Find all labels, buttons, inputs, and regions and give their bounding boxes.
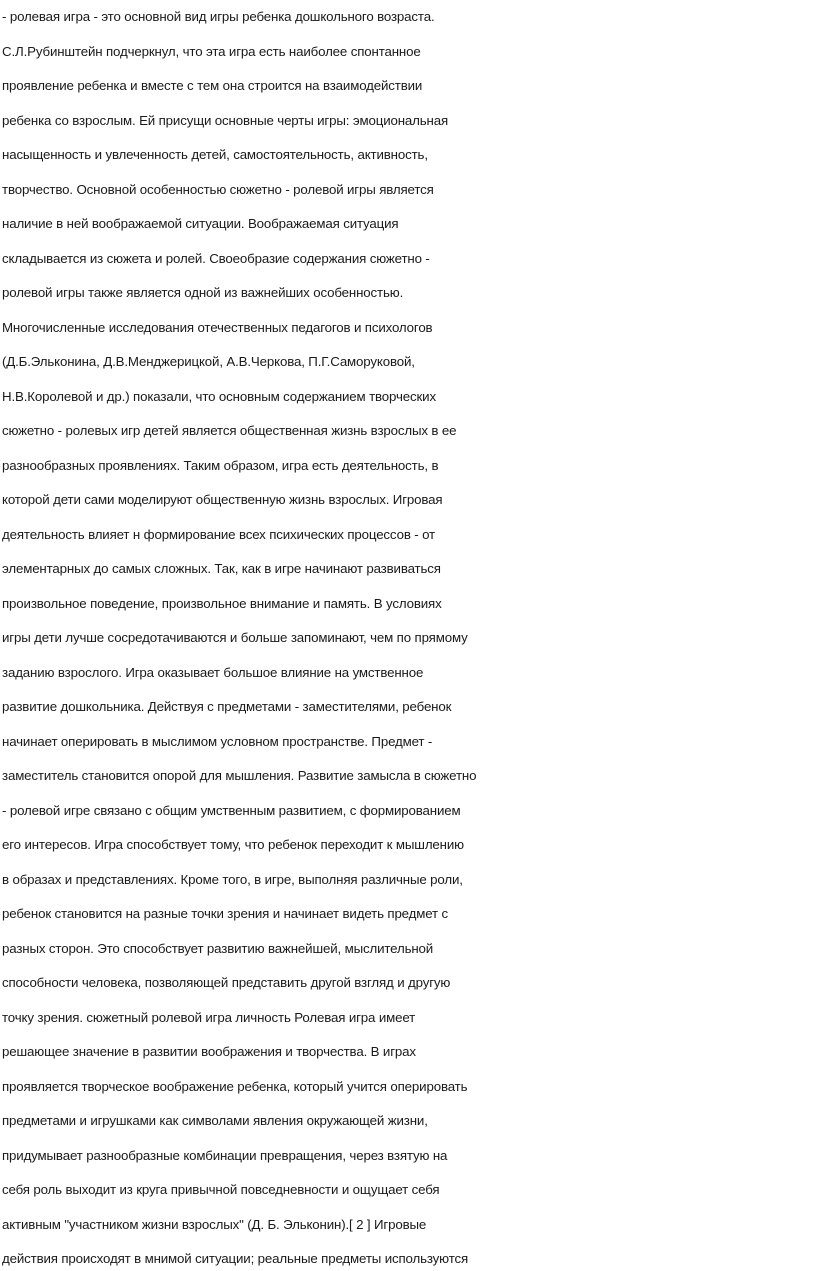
text-line: Н.В.Королевой и др.) показали, что основным содержанием творческих [2,388,436,404]
text-line: которой дети сами моделируют общественную жизнь взрослых. Игровая [2,492,443,507]
text-line: развитие дошкольника. Действуя с предметами - заместителями, ребенок [2,699,452,714]
text-line: сюжетно - ролевых игр детей является общественная жизнь взрослых в ее [2,423,457,438]
text-line: ребенка со взрослым. Ей присущи основные черты игры: эмоциональная [2,112,449,128]
text-line: разнообразных проявлениях. Таким образом, игра есть деятельность, в [2,457,439,473]
text-line: С.Л.Рубинштейн подчеркнул, что эта игра есть наиболее спонтанное [2,43,421,59]
text-line: ролевой игры также является одной из важнейших особенностью. [2,285,404,300]
text-line: творчество. Основной особенностью сюжетно - ролевой игры является [2,181,434,197]
text-line: решающее значение в развитии воображения и творчества. В играх [2,1044,416,1059]
text-line: заместитель становится опорой для мышления. Развитие замысла в сюжетно [2,768,477,783]
text-line: игры дети лучше сосредотачиваются и больше запоминают, чем по прямому [2,630,468,645]
text-line: заданию взрослого. Игра оказывает большое влияние на умственное [2,664,424,680]
text-line: в образах и представлениях. Кроме того, в игре, выполняя различные роли, [2,871,463,887]
text-line: разных сторон. Это способствует развитию важнейшей, мыслительной [2,940,434,956]
text-line: - ролевая игра - это основной вид игры ребенка дошкольного возраста. [2,9,435,24]
text-line: проявление ребенка и вместе с тем она строится на взаимодействии [2,78,423,93]
text-line: его интересов. Игра способствует тому, что ребенок переходит к мышлению [2,837,464,852]
text-line: действия происходят в мнимой ситуации; реальные предметы используются [2,1251,469,1266]
text-line: ребенок становится на разные точки зрения и начинает видеть предмет с [2,906,449,921]
text-line: (Д.Б.Эльконина, Д.В.Менджерицкой, А.В.Черкова, П.Г.Саморуковой, [2,354,415,369]
text-line: насыщенность и увлеченность детей, самостоятельность, активность, [2,147,428,162]
text-line: наличие в ней воображаемой ситуации. Воображаемая ситуация [2,216,399,231]
text-line: элементарных до самых сложных. Так, как в игре начинают развиваться [2,561,441,576]
text-line: деятельность влияет н формирование всех психических процессов - от [2,526,436,542]
text-line: начинает оперировать в мыслимом условном пространстве. Предмет - [2,733,433,749]
body-text [2,0,816,1271]
text-line: придумывает разнообразные комбинации превращения, через взятую на [2,1147,448,1163]
text-line: произвольное поведение, произвольное внимание и память. В условиях [2,595,442,611]
text-line: предметами и игрушками как символами явления окружающей жизни, [2,1113,428,1128]
text-line: - ролевой игре связано с общим умственным развитием, с формированием [2,802,461,818]
text-line: точку зрения. сюжетный ролевой игра личность Ролевая игра имеет [2,1009,416,1025]
text-line: проявляется творческое воображение ребенка, который учится оперировать [2,1078,468,1094]
text-line: складывается из сюжета и ролей. Своеобразие содержания сюжетно - [2,250,430,266]
text-line: активным "участником жизни взрослых" (Д. Б. Эльконин).[ 2 ] Игровые [2,1216,427,1232]
text-line: Многочисленные исследования отечественных педагогов и психологов [2,319,433,335]
text-line: способности человека, позволяющей представить другой взгляд и другую [2,975,451,990]
text-line: себя роль выходит из круга привычной повседневности и ощущает себя [2,1182,440,1197]
